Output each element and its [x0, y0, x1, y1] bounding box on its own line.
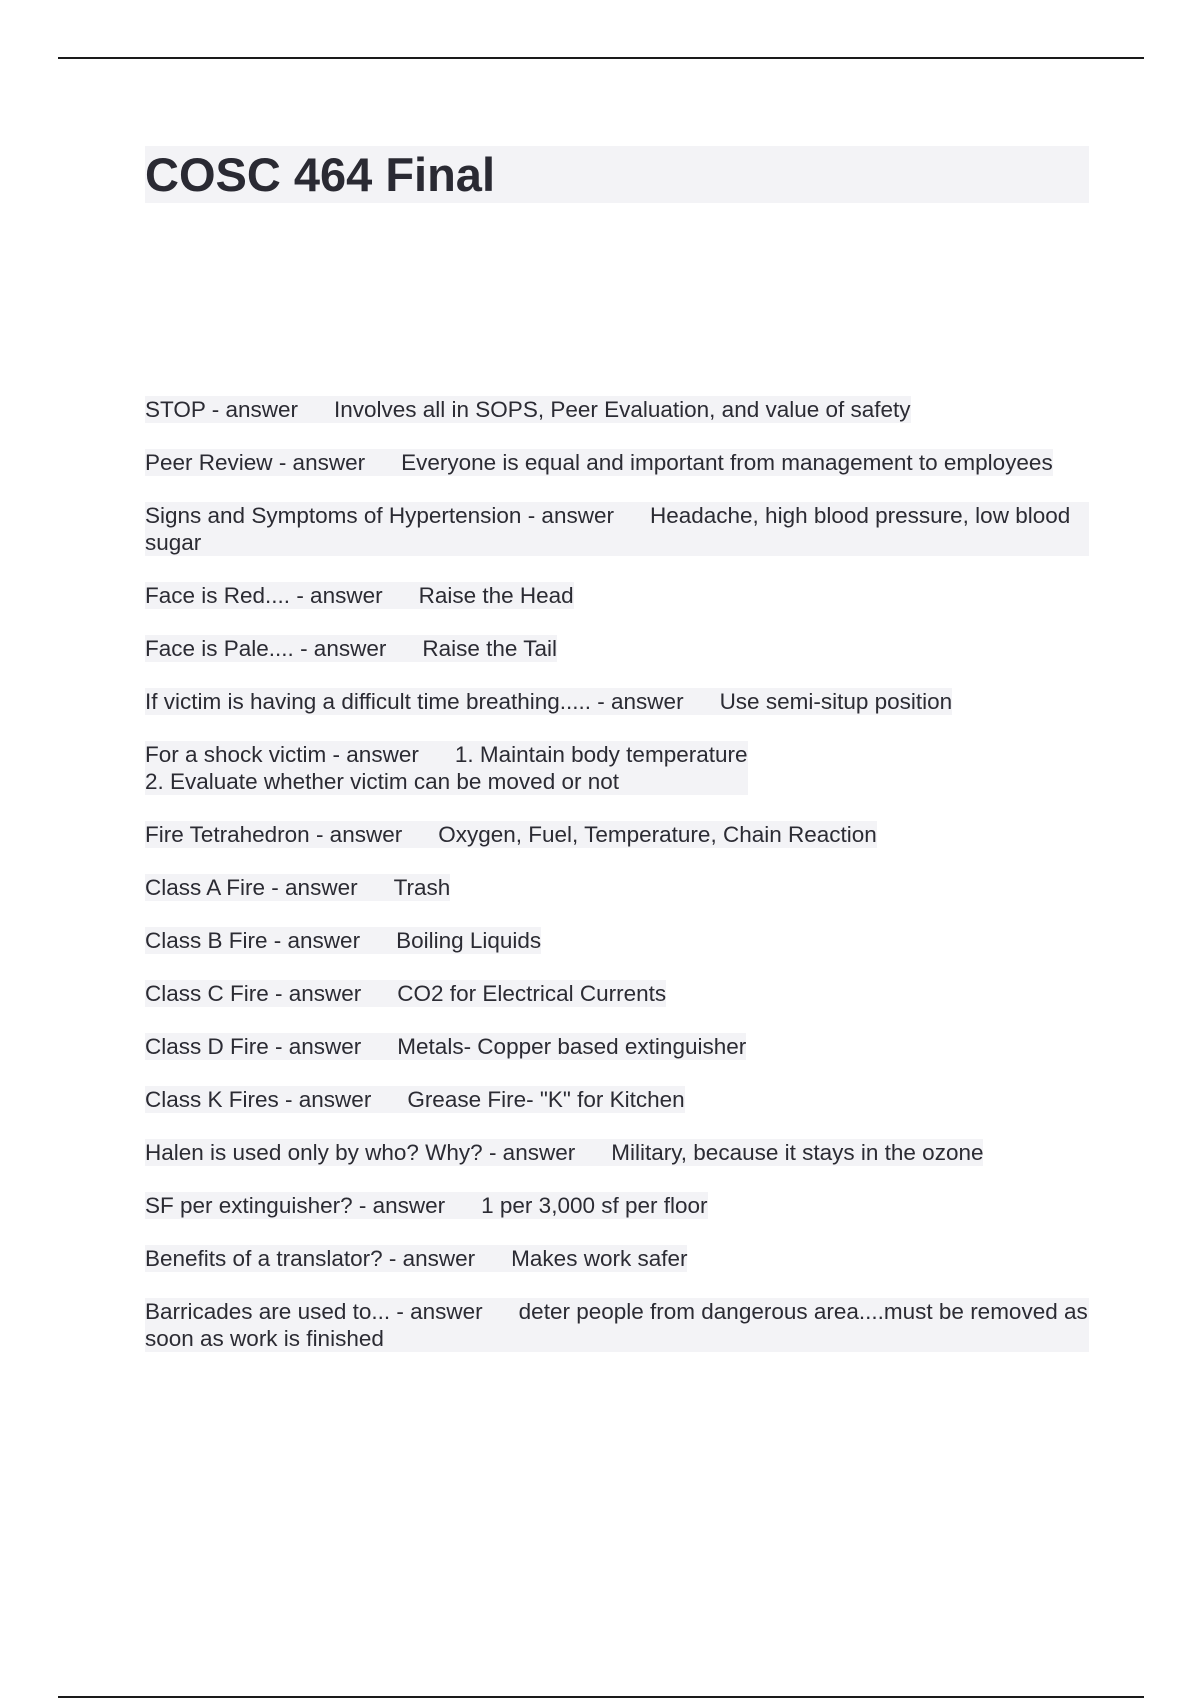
- flashcard-item: [145, 396, 911, 423]
- answer-separator: - answer: [265, 875, 358, 900]
- flashcard-answer: Metals- Copper based extinguisher: [397, 1034, 747, 1059]
- flashcard-term: Halen is used only by who? Why?: [145, 1140, 483, 1165]
- answer-separator: - answer: [352, 1193, 446, 1218]
- flashcard-item: [145, 1245, 687, 1272]
- flashcard-term: Class A Fire: [145, 875, 266, 900]
- flashcard-item: [145, 980, 666, 1007]
- flashcard-answer: Makes work safer: [511, 1246, 688, 1271]
- flashcard-term: Barricades are used to...: [145, 1299, 391, 1324]
- answer-separator: - answer: [390, 1299, 483, 1324]
- flashcard-item: [145, 688, 952, 715]
- flashcard-answer: Raise the Head: [418, 583, 574, 608]
- flashcard-answer: deter people from dangerous area....must be removed as soon as work is finished: [145, 1299, 1088, 1351]
- flashcard-item: [145, 927, 541, 954]
- flashcard-answer: CO2 for Electrical Currents: [397, 981, 667, 1006]
- flashcard-term: Class C Fire: [145, 981, 269, 1006]
- answer-separator: - answer: [309, 822, 403, 847]
- flashcard-answer: Trash: [393, 875, 451, 900]
- flashcard-term: Face is Red....: [145, 583, 291, 608]
- flashcard-item: [145, 502, 1089, 556]
- flashcard-item: [145, 582, 574, 609]
- flashcard-term: For a shock victim: [145, 742, 327, 767]
- flashcard-answer: 1. Maintain body temperature 2. Evaluate whether victim can be moved or not: [145, 742, 748, 794]
- page-title: COSC 464 Final: [145, 148, 495, 201]
- answer-separator: - answer: [205, 397, 298, 422]
- flashcard-answer: Use semi-situp position: [719, 689, 953, 714]
- flashcard-item: [145, 1086, 685, 1113]
- flashcard-item: [145, 1298, 1089, 1352]
- bottom-rule: [58, 1696, 1144, 1698]
- flashcard-term: STOP: [145, 397, 206, 422]
- flashcard-answer: 1 per 3,000 sf per floor: [481, 1193, 708, 1218]
- flashcard-item: [145, 635, 557, 662]
- flashcard-term: Class K Fires: [145, 1087, 279, 1112]
- flashcard-item: [145, 874, 450, 901]
- flashcard-term: Fire Tetrahedron: [145, 822, 310, 847]
- answer-separator: - answer: [382, 1246, 476, 1271]
- flashcard-list: [145, 396, 1089, 1378]
- flashcard-term: Class D Fire: [145, 1034, 269, 1059]
- top-rule: [58, 57, 1144, 59]
- answer-separator: - answer: [268, 1034, 362, 1059]
- answer-separator: - answer: [268, 981, 362, 1006]
- flashcard-answer: Everyone is equal and important from management to employees: [401, 450, 1053, 475]
- title-band: [145, 146, 1089, 203]
- answer-separator: - answer: [326, 742, 419, 767]
- flashcard-term: Signs and Symptoms of Hypertension: [145, 503, 522, 528]
- flashcard-answer: Boiling Liquids: [396, 928, 542, 953]
- flashcard-item: [145, 1192, 708, 1219]
- flashcard-term: If victim is having a difficult time breathing.....: [145, 689, 592, 714]
- flashcard-item: [145, 1139, 983, 1166]
- answer-separator: - answer: [278, 1087, 372, 1112]
- answer-separator: - answer: [267, 928, 361, 953]
- flashcard-answer: Grease Fire- "K" for Kitchen: [407, 1087, 685, 1112]
- flashcard-answer: Headache, high blood pressure, low blood sugar: [145, 503, 1071, 555]
- flashcard-term: Peer Review: [145, 450, 273, 475]
- flashcard-term: Face is Pale....: [145, 636, 294, 661]
- answer-separator: - answer: [482, 1140, 576, 1165]
- flashcard-item: [145, 1033, 746, 1060]
- answer-separator: - answer: [591, 689, 684, 714]
- flashcard-answer: Involves all in SOPS, Peer Evaluation, and value of safety: [333, 397, 911, 422]
- flashcard-answer: Raise the Tail: [422, 636, 558, 661]
- answer-separator: - answer: [521, 503, 614, 528]
- flashcard-answer: Oxygen, Fuel, Temperature, Chain Reaction: [438, 822, 877, 847]
- flashcard-answer: Military, because it stays in the ozone: [611, 1140, 984, 1165]
- answer-separator: - answer: [272, 450, 366, 475]
- flashcard-item: [145, 741, 748, 795]
- flashcard-term: SF per extinguisher?: [145, 1193, 353, 1218]
- answer-separator: - answer: [293, 636, 387, 661]
- flashcard-term: Benefits of a translator?: [145, 1246, 383, 1271]
- answer-separator: - answer: [290, 583, 383, 608]
- flashcard-item: [145, 449, 1053, 476]
- flashcard-item: [145, 821, 877, 848]
- flashcard-term: Class B Fire: [145, 928, 268, 953]
